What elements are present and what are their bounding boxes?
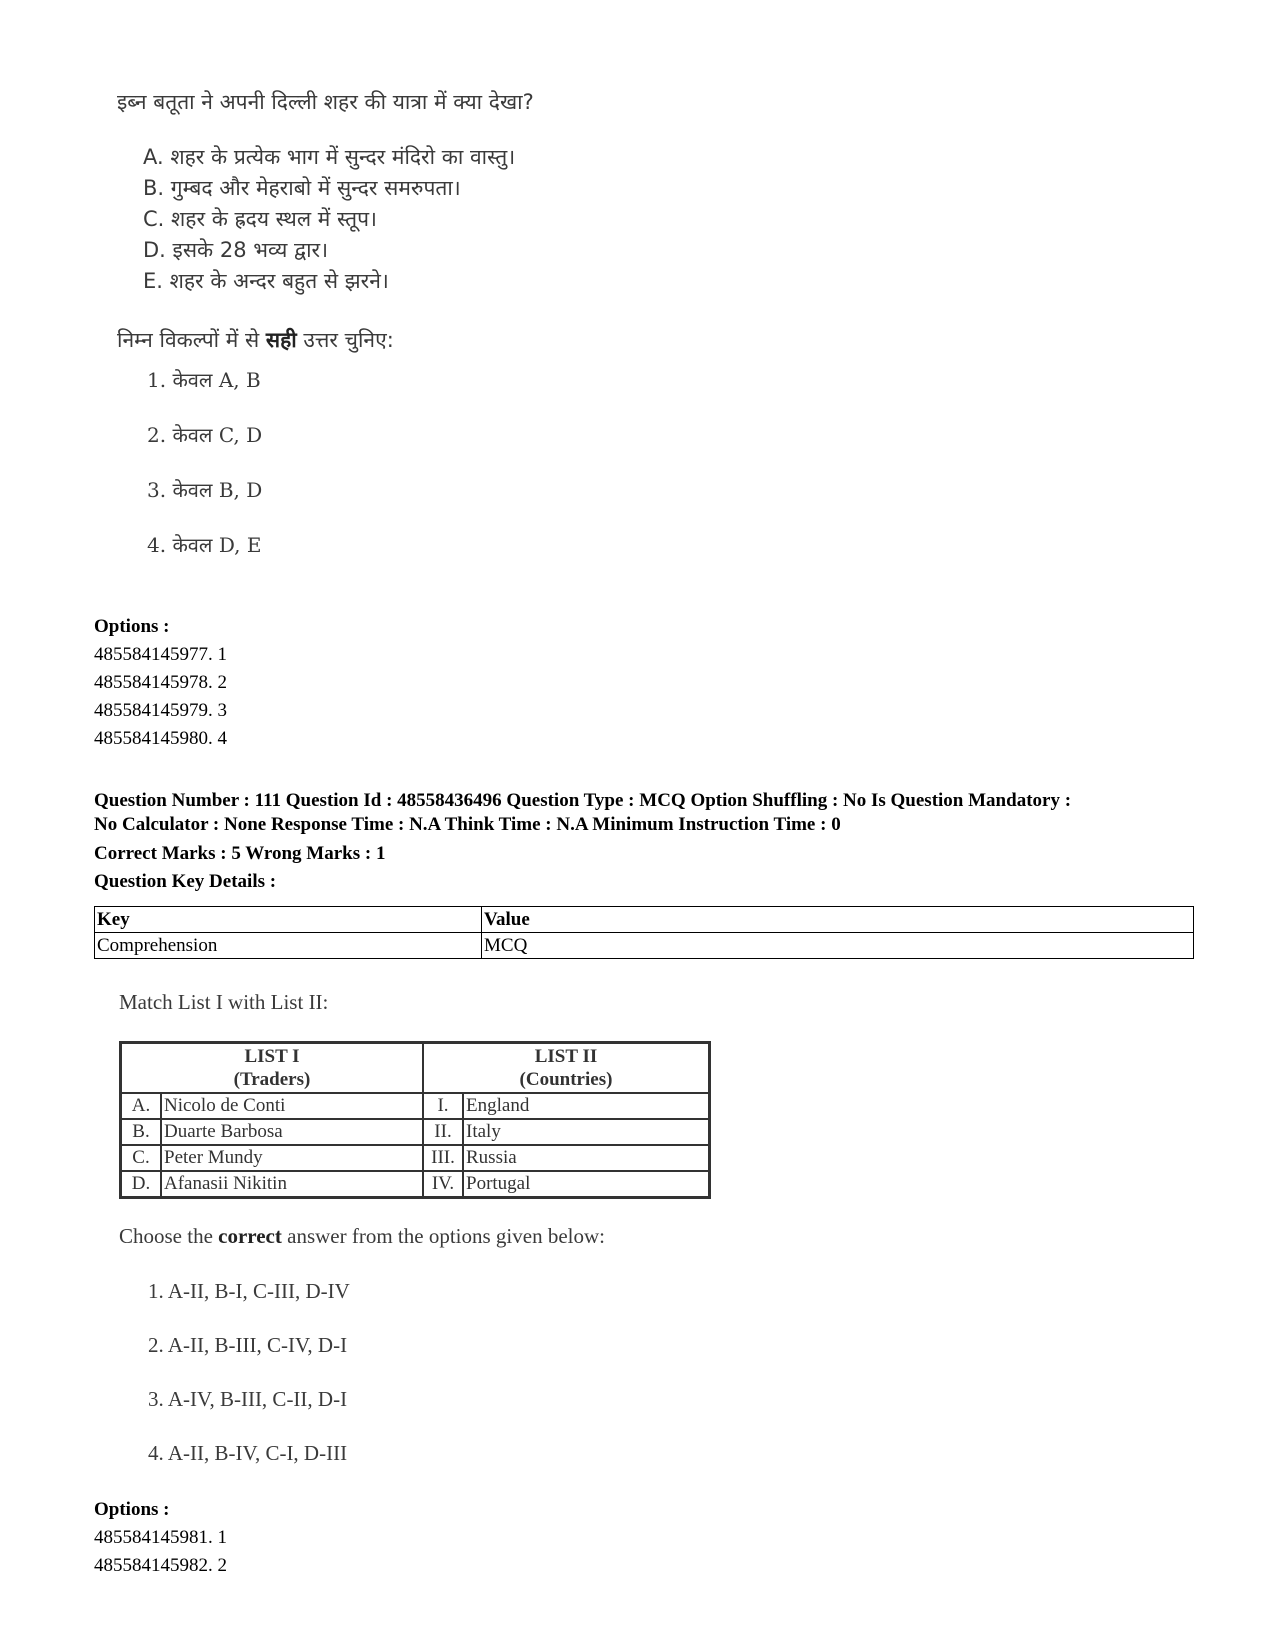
match-table-row [121,1145,710,1171]
list-1-item: Duarte Barbosa [161,1119,423,1145]
question-110-choice-2: 2. केवल C, D [147,423,263,447]
list-2-header [423,1043,710,1094]
list-2-item: Italy [463,1119,710,1145]
match-table-header [121,1043,710,1094]
question-110-instruction [117,326,394,354]
list-1-label: B. [121,1119,162,1145]
list-1-label: C. [121,1145,162,1171]
question-111-choice-3: 3. A-IV, B-III, C-II, D-I [148,1387,348,1411]
question-key-table [94,906,1194,959]
question-110-choice-3: 3. केवल B, D [147,478,263,502]
list-2-label: I. [423,1093,463,1119]
question-key-details-heading: Question Key Details : [94,871,277,892]
list-2-subtitle: (Countries) [519,1069,613,1090]
question-111-choice-1: 1. A-II, B-I, C-III, D-IV [148,1279,350,1303]
instruction-text-end: answer from the options given below: [281,1224,605,1248]
statement-a: A. शहर के प्रत्येक भाग में सुन्दर मंदिरो का वास्तु। [143,145,516,169]
instruction-text: निम्न विकल्पों में से [117,328,266,352]
list-2-label: III. [423,1145,463,1171]
statement-d: D. इसके 28 भव्य द्वार। [143,238,329,262]
instruction-text-end: उत्तर चुनिए: [296,328,394,352]
statement-c: C. शहर के ह्रदय स्थल में स्तूप। [143,207,378,231]
list-1-title: LIST I [244,1046,300,1067]
instruction-emphasis: सही [265,328,297,352]
options-heading: Options : [94,1499,170,1520]
question-110-choice-1: 1. केवल A, B [147,368,261,392]
list-1-label: D. [121,1171,162,1198]
key-table-row [95,933,1194,959]
option-id-3: 485584145979. 3 [94,700,227,721]
question-111-choice-2: 2. A-II, B-III, C-IV, D-I [148,1333,348,1357]
question-111-stem: Match List I with List II: [119,990,329,1014]
question-110-choice-4: 4. केवल D, E [147,533,262,557]
question-111-meta-line-2: No Calculator : None Response Time : N.A Think Time : N.A Minimum Instruction Time : 0 [94,814,841,835]
list-2-title: LIST II [534,1046,598,1067]
list-2-item: England [463,1093,710,1119]
list-2-item: Portugal [463,1171,710,1198]
option-id-2: 485584145982. 2 [94,1555,227,1576]
list-1-label: A. [121,1093,162,1119]
question-111-marks: Correct Marks : 5 Wrong Marks : 1 [94,843,386,864]
match-table-row [121,1119,710,1145]
question-110-statements [143,142,515,297]
list-1-header [121,1043,424,1094]
option-id-1: 485584145977. 1 [94,644,227,665]
statement-e: E. शहर के अन्दर बहुत से झरने। [143,269,389,293]
list-2-label: II. [423,1119,463,1145]
options-heading: Options : [94,616,170,637]
statement-b: B. गुम्बद और मेहराबो में सुन्दर समरुपता। [143,176,461,200]
list-2-label: IV. [423,1171,463,1198]
match-list-table [119,1041,711,1199]
question-111-meta-line-1: Question Number : 111 Question Id : 48558436496 Question Type : MCQ Option Shuffling : No Is Question Mandatory : [94,790,1072,811]
list-1-item: Nicolo de Conti [161,1093,423,1119]
option-id-4: 485584145980. 4 [94,728,227,749]
list-2-item: Russia [463,1145,710,1171]
question-111-instruction [119,1224,605,1249]
match-table-row [121,1093,710,1119]
instruction-emphasis: correct [218,1224,282,1248]
option-id-1: 485584145981. 1 [94,1527,227,1548]
value-header: Value [482,907,1194,933]
key-cell: Comprehension [95,933,482,959]
option-id-2: 485584145978. 2 [94,672,227,693]
question-111-choice-4: 4. A-II, B-IV, C-I, D-III [148,1441,348,1465]
key-table-header [95,907,1194,933]
match-table-row [121,1171,710,1198]
list-1-item: Peter Mundy [161,1145,423,1171]
key-header: Key [95,907,482,933]
question-110-stem: इब्न बतूता ने अपनी दिल्ली शहर की यात्रा में क्या देखा? [117,90,534,114]
instruction-text: Choose the [119,1224,219,1248]
list-1-subtitle: (Traders) [233,1069,311,1090]
value-cell: MCQ [482,933,1194,959]
list-1-item: Afanasii Nikitin [161,1171,423,1198]
